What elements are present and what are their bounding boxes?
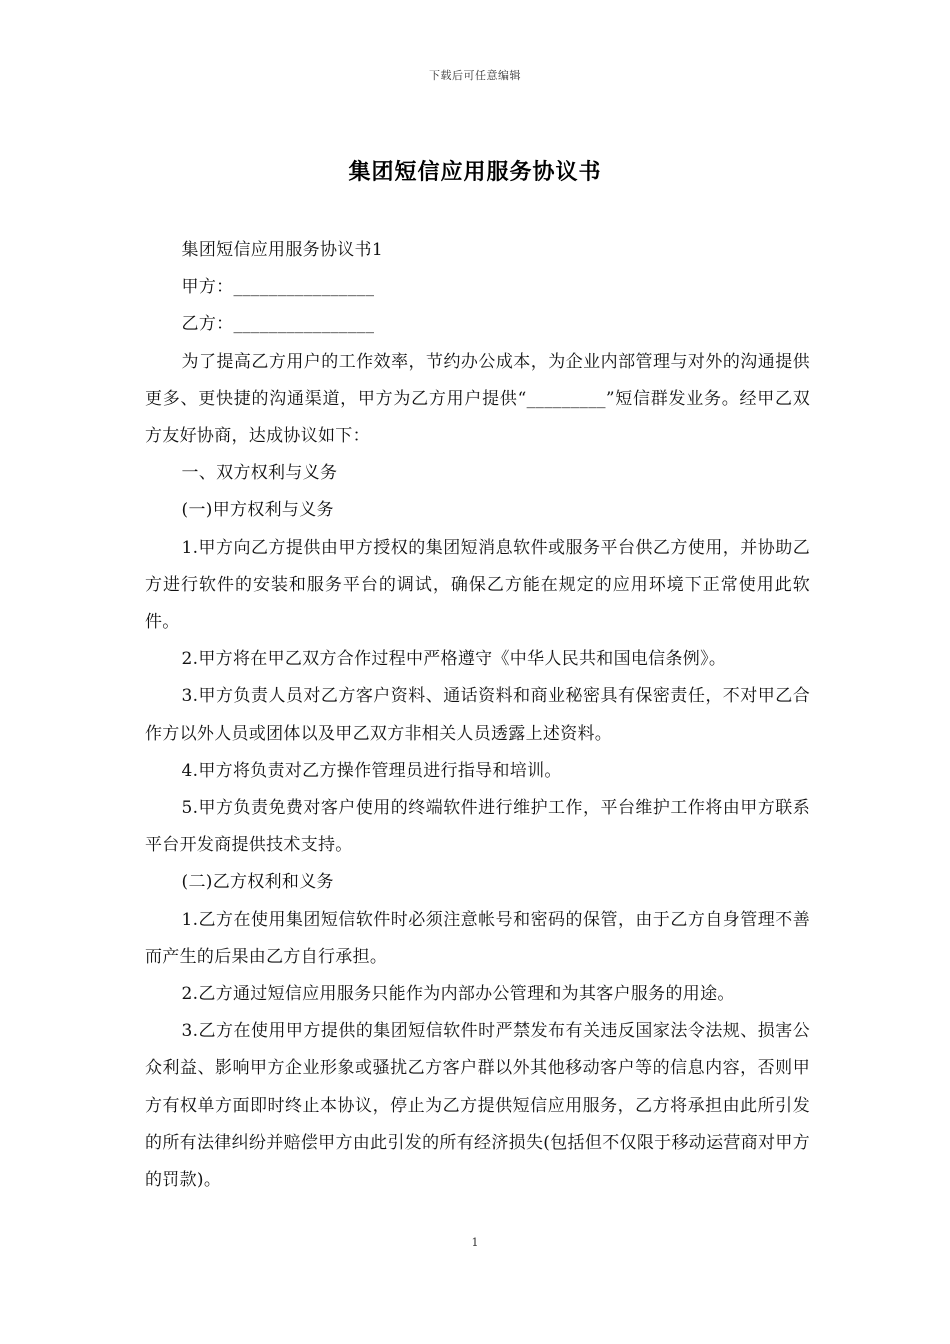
paragraph-party-a: 甲方：________________ [181,277,375,298]
section-heading-rights: 一、双方权利与义务 [181,463,338,484]
clause-b-1: 1.乙方在使用集团短信软件时必须注意帐号和密码的保管，由于乙方自身管理不善而产生的后果由乙方自行承担。 [145,909,810,967]
paragraph-party-b: 乙方：________________ [181,314,375,335]
clause-b-3: 3.乙方在使用甲方提供的集团短信软件时严禁发布有关违反国家法令法规、损害公众利益、影响甲方企业形象或骚扰乙方客户群以外其他移动客户等的信息内容，否则甲方有权单方面即时终止本协议，停止为乙方提供短信应用服务，乙方将承担由此所引发的所有法律纠纷并赔偿甲方由此引发的所有经济损失(包括但不仅限于移动运营商对甲方的罚款)。 [145,1021,810,1191]
clause-a-4: 4.甲方将负责对乙方操作管理员进行指导和培训。 [181,760,562,781]
paragraph-preamble: 为了提高乙方用户的工作效率，节约办公成本，为企业内部管理与对外的沟通提供更多、更快捷的沟通渠道，甲方为乙方用户提供“_________”短信群发业务。经甲乙双方友好协商，达成协议如下： [145,351,810,447]
clause-a-2: 2.甲方将在甲乙双方合作过程中严格遵守《中华人民共和国电信条例》。 [181,649,727,670]
subsection-heading-party-a: (一)甲方权利与义务 [181,500,334,521]
subsection-heading-party-b: (二)乙方权利和义务 [181,872,334,893]
clause-a-1: 1.甲方向乙方提供由甲方授权的集团短消息软件或服务平台供乙方使用，并协助乙方进行软件的安装和服务平台的调试，确保乙方能在规定的应用环境下正常使用此软件。 [145,537,810,633]
clause-a-3: 3.甲方负责人员对乙方客户资料、通话资料和商业秘密具有保密责任，不对甲乙合作方以外人员或团体以及甲乙双方非相关人员透露上述资料。 [145,686,810,744]
paragraph-subtitle: 集团短信应用服务协议书1 [181,240,383,260]
page-number: 1 [471,1236,479,1249]
document-title: 集团短信应用服务协议书 [348,160,602,185]
document-body [145,232,810,1199]
header-note: 下载后可任意编辑 [429,69,521,82]
clause-b-2: 2.乙方通过短信应用服务只能作为内部办公管理和为其客户服务的用途。 [181,984,735,1005]
clause-a-5: 5.甲方负责免费对客户使用的终端软件进行维护工作，平台维护工作将由甲方联系平台开发商提供技术支持。 [145,798,810,856]
